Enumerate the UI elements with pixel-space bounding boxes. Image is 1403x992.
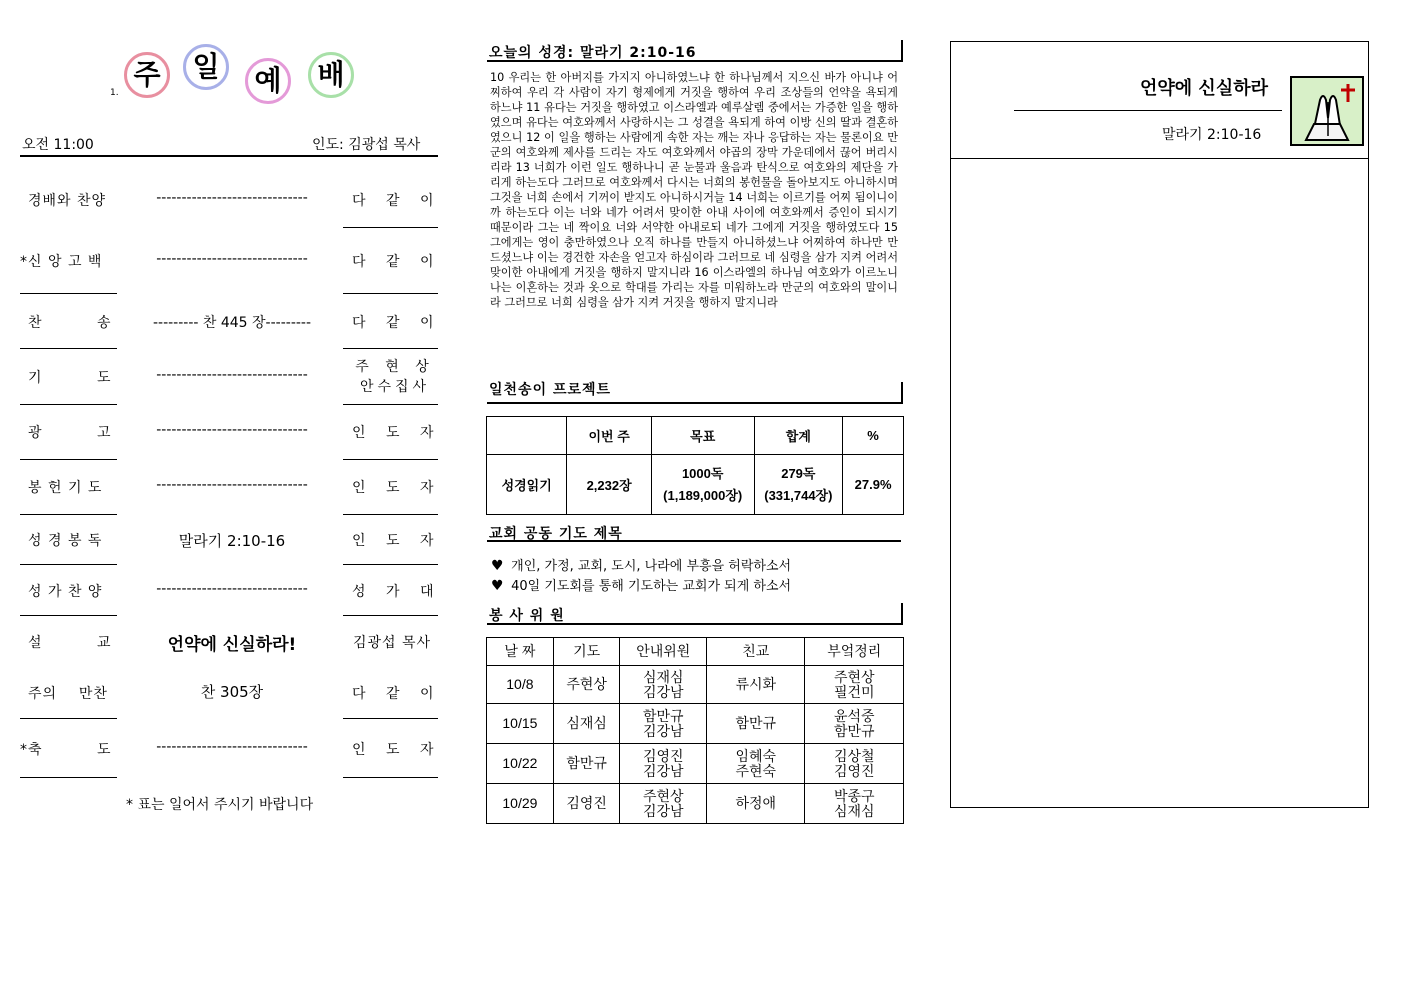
prayer-text: 개인, 가정, 교회, 도시, 나라에 부흥을 허락하소서	[511, 559, 792, 574]
vol-date: 10/8	[487, 666, 554, 704]
project-total-line2: (331,744장)	[764, 487, 833, 503]
vol-guide-2: 김강남	[642, 722, 684, 739]
vol-kitchen-2: 김영진	[833, 762, 875, 779]
order-name: 찬 송	[28, 315, 112, 331]
volunteer-row	[487, 704, 904, 744]
vol-guide	[620, 744, 707, 784]
volunteer-header: 부엌정리	[805, 638, 904, 666]
praying-hands-svg	[1292, 78, 1362, 144]
project-goal-line2: (1,189,000장)	[663, 487, 743, 503]
project-title: 일천송이 프로젝트	[489, 382, 612, 398]
standing-note: * 표는 일어서 주시기 바랍니다	[126, 797, 314, 813]
title-char-3: 예	[245, 58, 291, 104]
project-header: 목표	[651, 417, 754, 455]
vol-kitchen	[805, 744, 904, 784]
prayer-title: 교회 공동 기도 제목	[489, 526, 623, 542]
project-row	[487, 455, 904, 515]
vol-prayer: 김영진	[553, 784, 620, 824]
vol-kitchen-2: 필건미	[833, 683, 875, 700]
volunteer-row	[487, 744, 904, 784]
vol-date: 10/29	[487, 784, 554, 824]
order-right: 김광섭 목사	[352, 635, 432, 651]
vol-fellowship-1: 임혜숙	[735, 747, 777, 764]
project-goal	[651, 455, 754, 515]
vol-date: 10/22	[487, 744, 554, 784]
sermon-heading: 언약에 신실하라	[1140, 78, 1268, 99]
vol-fellowship: 류시화	[707, 666, 805, 704]
order-mid: ------------------------------	[156, 422, 308, 438]
row-underline	[20, 564, 117, 565]
row-underline	[343, 564, 438, 565]
order-right: 인 도 자	[352, 742, 442, 758]
volunteer-header: 친교	[707, 638, 805, 666]
order-name: 경배와 찬양	[28, 193, 107, 209]
volunteer-header: 기도	[553, 638, 620, 666]
order-right: 다 같 이	[352, 254, 442, 270]
service-time: 오전 11:00	[22, 137, 94, 153]
vol-kitchen-2: 함만규	[833, 722, 875, 739]
vol-guide	[620, 666, 707, 704]
row-underline	[20, 293, 117, 294]
vol-fellowship-2: 주현숙	[735, 762, 777, 779]
vol-kitchen-1: 주현상	[833, 668, 875, 685]
order-right: 성 가 대	[352, 584, 442, 600]
row-underline	[343, 293, 438, 294]
volunteer-header: 날 짜	[487, 638, 554, 666]
project-this-week: 2,232장	[567, 455, 652, 515]
row-underline	[343, 459, 438, 460]
project-header: %	[843, 417, 904, 455]
vol-guide-2: 김강남	[642, 802, 684, 819]
vol-guide-1: 김영진	[642, 747, 684, 764]
vol-kitchen	[805, 784, 904, 824]
service-leader: 인도: 김광섭 목사	[312, 137, 421, 153]
order-right: 다 같 이	[352, 686, 442, 702]
order-right: 인 도 자	[352, 425, 442, 441]
vol-guide	[620, 704, 707, 744]
order-name: 성 경 봉 독	[28, 533, 103, 549]
vol-kitchen-1: 박종구	[833, 787, 875, 804]
order-right: 다 같 이	[352, 315, 442, 331]
row-underline	[343, 227, 438, 228]
volunteer-row	[487, 784, 904, 824]
order-right-line1: 주 현 상	[355, 359, 435, 375]
sermon-box-divider	[950, 158, 1369, 159]
order-mid: 말라기 2:10-16	[178, 532, 286, 550]
project-table	[486, 416, 904, 515]
project-header: 이번 주	[567, 417, 652, 455]
order-name: 봉 헌 기 도	[28, 480, 103, 496]
vol-guide-2: 김강남	[642, 683, 684, 700]
order-name: 성 가 찬 양	[28, 584, 103, 600]
project-label: 성경읽기	[487, 455, 567, 515]
project-header	[487, 417, 567, 455]
vol-guide-2: 김강남	[642, 762, 684, 779]
sermon-notes-box	[950, 41, 1369, 808]
row-underline	[20, 348, 117, 349]
row-underline	[343, 718, 438, 719]
volunteer-header: 안내위원	[620, 638, 707, 666]
row-underline	[343, 777, 438, 778]
header-divider	[20, 155, 438, 157]
vol-prayer: 함만규	[553, 744, 620, 784]
vol-fellowship	[707, 744, 805, 784]
order-mid: ------------------------------	[156, 581, 308, 597]
prayer-text: 40일 기도회를 통해 기도하는 교회가 되게 하소서	[511, 579, 792, 594]
order-right: 다 같 이	[352, 193, 442, 209]
order-mid: ------------------------------	[156, 367, 308, 383]
row-underline	[343, 615, 438, 616]
row-underline	[20, 777, 117, 778]
order-name: 기 도	[28, 370, 112, 386]
scripture-title: 오늘의 성경: 말라기 2:10-16	[489, 45, 697, 61]
vol-prayer: 주현상	[553, 666, 620, 704]
sermon-title: 언약에 신실하라!	[167, 635, 297, 655]
sermon-reference: 말라기 2:10-16	[1162, 127, 1262, 143]
project-header-row	[487, 417, 904, 455]
project-total-line1: 279독	[781, 465, 816, 481]
order-mid: --------- 찬 445 장---------	[152, 315, 312, 331]
row-underline	[343, 348, 438, 349]
sermon-heading-rule	[1014, 110, 1282, 111]
vol-date: 10/15	[487, 704, 554, 744]
order-mid: ------------------------------	[156, 739, 308, 755]
vol-prayer: 심재심	[553, 704, 620, 744]
row-underline	[20, 459, 117, 460]
vol-fellowship: 하정애	[707, 784, 805, 824]
vol-fellowship: 함만규	[707, 704, 805, 744]
volunteer-header-row	[487, 638, 904, 666]
vol-guide-1: 심재심	[642, 668, 684, 685]
vol-guide-1: 주현상	[642, 787, 684, 804]
order-mid: ------------------------------	[156, 251, 308, 267]
order-mid: ------------------------------	[156, 190, 308, 206]
order-name: 주의 만찬	[28, 686, 108, 702]
vol-kitchen	[805, 666, 904, 704]
row-underline	[20, 514, 117, 515]
volunteer-title: 봉 사 위 원	[489, 608, 565, 624]
order-right: 인 도 자	[352, 480, 442, 496]
heart-icon: ♥	[491, 578, 504, 594]
order-name: 설 교	[28, 635, 112, 651]
order-right-line2: 안수집사	[359, 379, 431, 395]
order-name: 광 고	[28, 425, 112, 441]
title-char-2: 일	[183, 44, 229, 90]
row-underline	[343, 514, 438, 515]
project-goal-line1: 1000독	[681, 465, 724, 481]
row-underline	[20, 718, 117, 719]
vol-kitchen-1: 김상철	[833, 747, 875, 764]
order-mid: ------------------------------	[156, 477, 308, 493]
row-underline	[20, 404, 117, 405]
row-underline	[20, 615, 117, 616]
vol-kitchen	[805, 704, 904, 744]
project-total	[754, 455, 843, 515]
title-mark: 1.	[110, 88, 119, 98]
heart-icon: ♥	[491, 558, 504, 574]
scripture-text: 10 우리는 한 아버지를 가지지 아니하였느냐 한 하나님께서 지으신 바가 아니냐 어찌하여 우리 각 사람이 자기 형제에게 거짓을 행하여 우리 조상들의 언약을 욕되게 하느냐 11 유다는 거짓을 행하였고 이스라엘과 예루살렘 중에서는 가증한 일을 행하였으며 유다는 여호와께서 사랑하시는 그 성결을 욕되게 하여 이방 신의 딸과 결혼하였으니 12 이 일을 행하는 사람에게 속한 자는 깨는 자나 응답하는 자는 물론이요 만군의 여호와께 제사를 드리는 자도 여호와께서 야곱의 장막 가운데에서 끊어 버리시리라 13 너희가 이런 일도 행하나니 곧 눈물과 울음과 탄식으로 여호와의 제단을 가리게 하는도다 그러므로 여호와께서 다시는 너희의 봉헌물을 돌아보지도 아니하시며 그것을 너희 손에서 기꺼이 받지도 아니하시거늘 14 너희는 이르기를 어찌 됨이니이까 하는도다 이는 너와 네가 어려서 맞이한 아내 사이에 여호와께서 증인이 되시기 때문이라 그는 네 짝이요 너와 서약한 아내로되 네가 그에게 거짓을 행하였도다 15 그에게는 영이 충만하였으나 오직 하나를 만들지 아니하셨느냐 어찌하여 하나만 만드셨느냐 이는 경건한 자손을 얻고자 하심이라 그러므로 네 심령을 삼가 지켜 어려서 맞이한 아내에게 거짓을 행하지 말지니라 16 이스라엘의 하나님 여호와가 이르노니 나는 이혼하는 것과 옷으로 학대를 가리는 자를 미워하노라 만군의 여호와의 말이니라 그러므로 너희 심령을 삼가 지켜 거짓을 행하지 말지니라	[490, 71, 898, 309]
volunteer-table	[486, 637, 904, 824]
title-char-1: 주	[124, 52, 170, 98]
order-right: 인 도 자	[352, 533, 442, 549]
prayer-item-2	[491, 575, 791, 594]
project-percent: 27.9%	[843, 455, 904, 515]
row-underline	[343, 404, 438, 405]
vol-kitchen-2: 심재심	[833, 802, 875, 819]
order-name: *신 앙 고 백	[20, 254, 103, 270]
order-mid: 찬 305장	[200, 683, 264, 701]
order-name: *축 도	[20, 742, 112, 758]
volunteer-row	[487, 666, 904, 704]
project-header: 합계	[754, 417, 843, 455]
vol-kitchen-1: 윤석중	[833, 707, 875, 724]
title-char-4: 배	[308, 52, 354, 98]
vol-guide	[620, 784, 707, 824]
praying-hands-icon	[1290, 76, 1364, 146]
vol-guide-1: 함만규	[642, 707, 684, 724]
prayer-item-1	[491, 555, 791, 574]
